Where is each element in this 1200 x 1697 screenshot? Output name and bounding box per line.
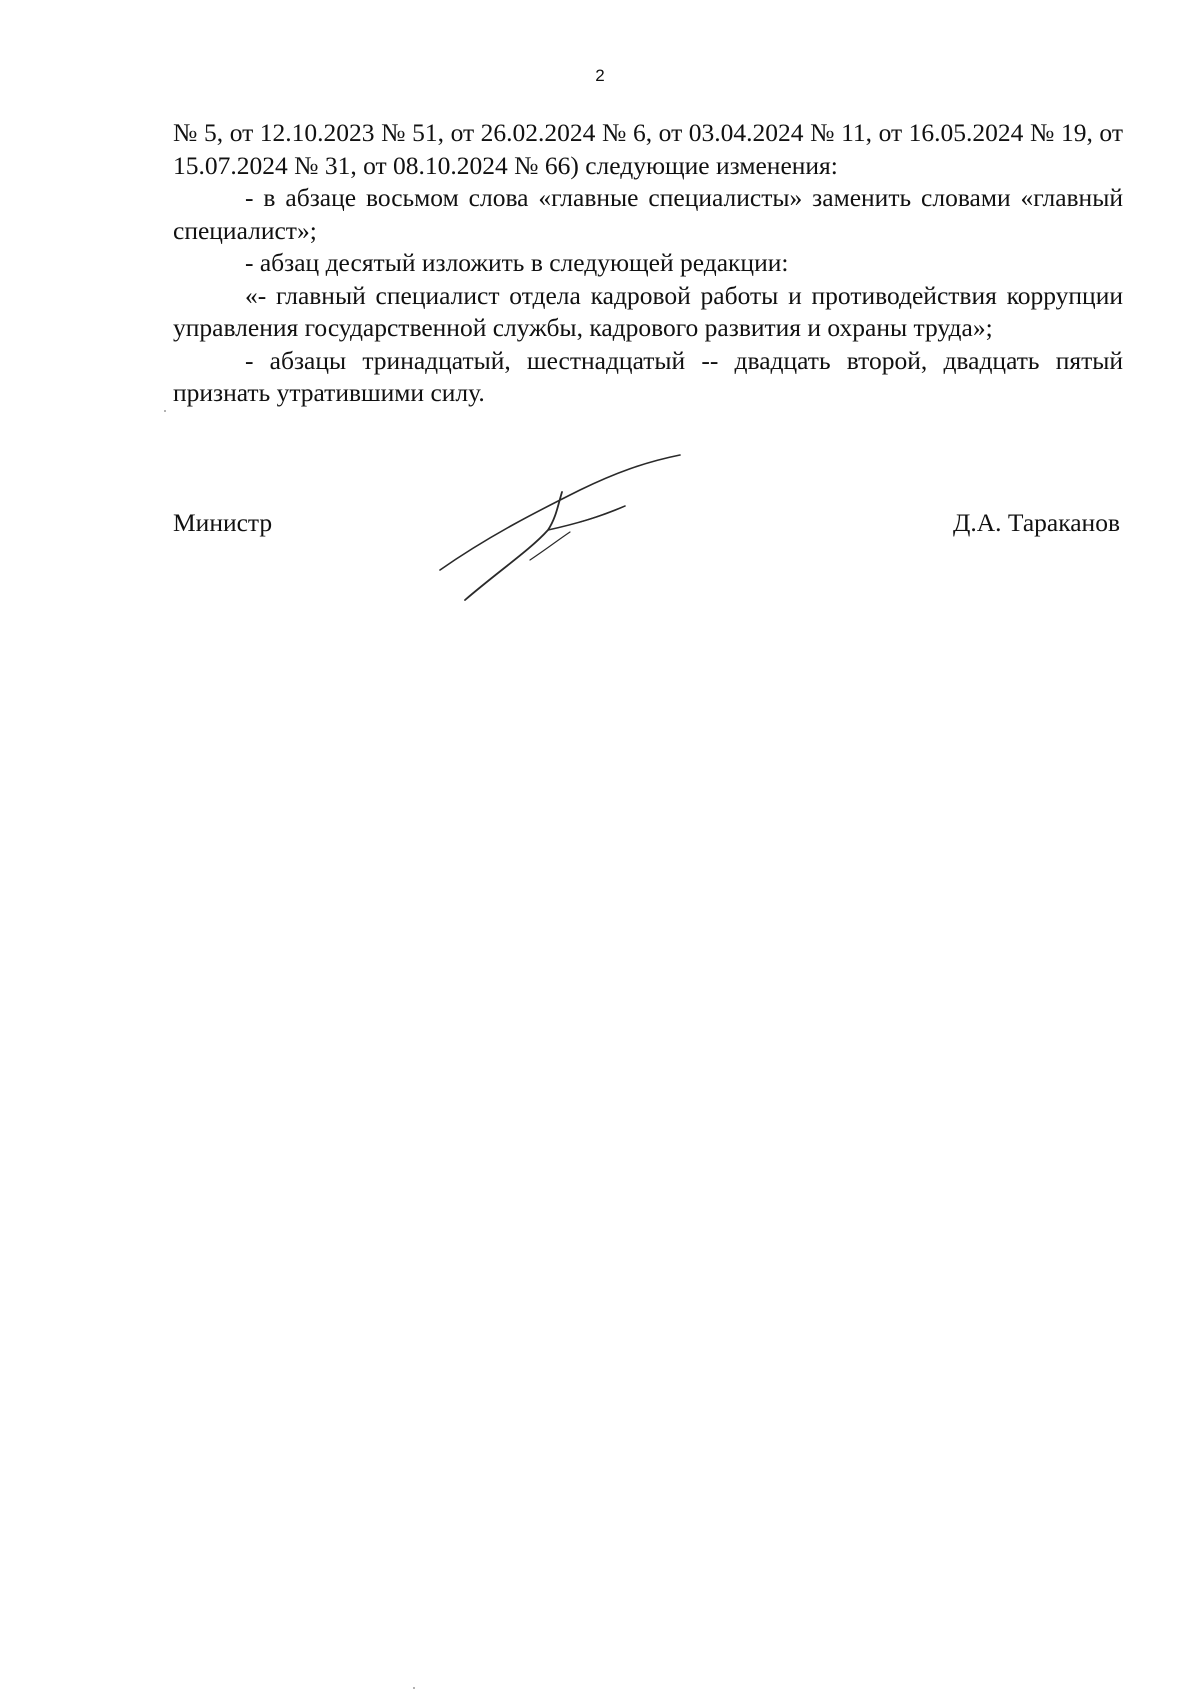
paragraph-amendment-tenth: - абзац десятый изложить в следующей редакции: (245, 248, 789, 277)
paragraph-new-wording: «- главный специалист отдела кадровой работы и противодействия коррупции управления государственной службы, кадрового развития и охраны труда»; (173, 280, 1123, 342)
paragraph-continuation: № 5, от 12.10.2023 № 51, от 26.02.2024 № 6, от 03.04.2024 № 11, от 16.05.2024 № 19, от 15.07.2024 № 31, от 08.10.2024 № 66) следующие изменения: (173, 118, 1123, 180)
handwritten-signature (430, 440, 690, 610)
paragraph-amendment-eighth: - в абзаце восьмом слова «главные специалисты» заменить словами «главный специалист»; (173, 183, 1123, 245)
paragraph-repeal: - абзацы тринадцатый, шестнадцатый -- двадцать второй, двадцать пятый признать утратившими силу. (173, 345, 1123, 407)
document-body (173, 117, 1123, 410)
signatory-title: Министр (173, 508, 273, 537)
scan-speck (413, 1687, 415, 1689)
page-number: 2 (595, 66, 605, 85)
signatory-name: Д.А. Тараканов (952, 508, 1120, 537)
scan-speck (164, 410, 166, 412)
